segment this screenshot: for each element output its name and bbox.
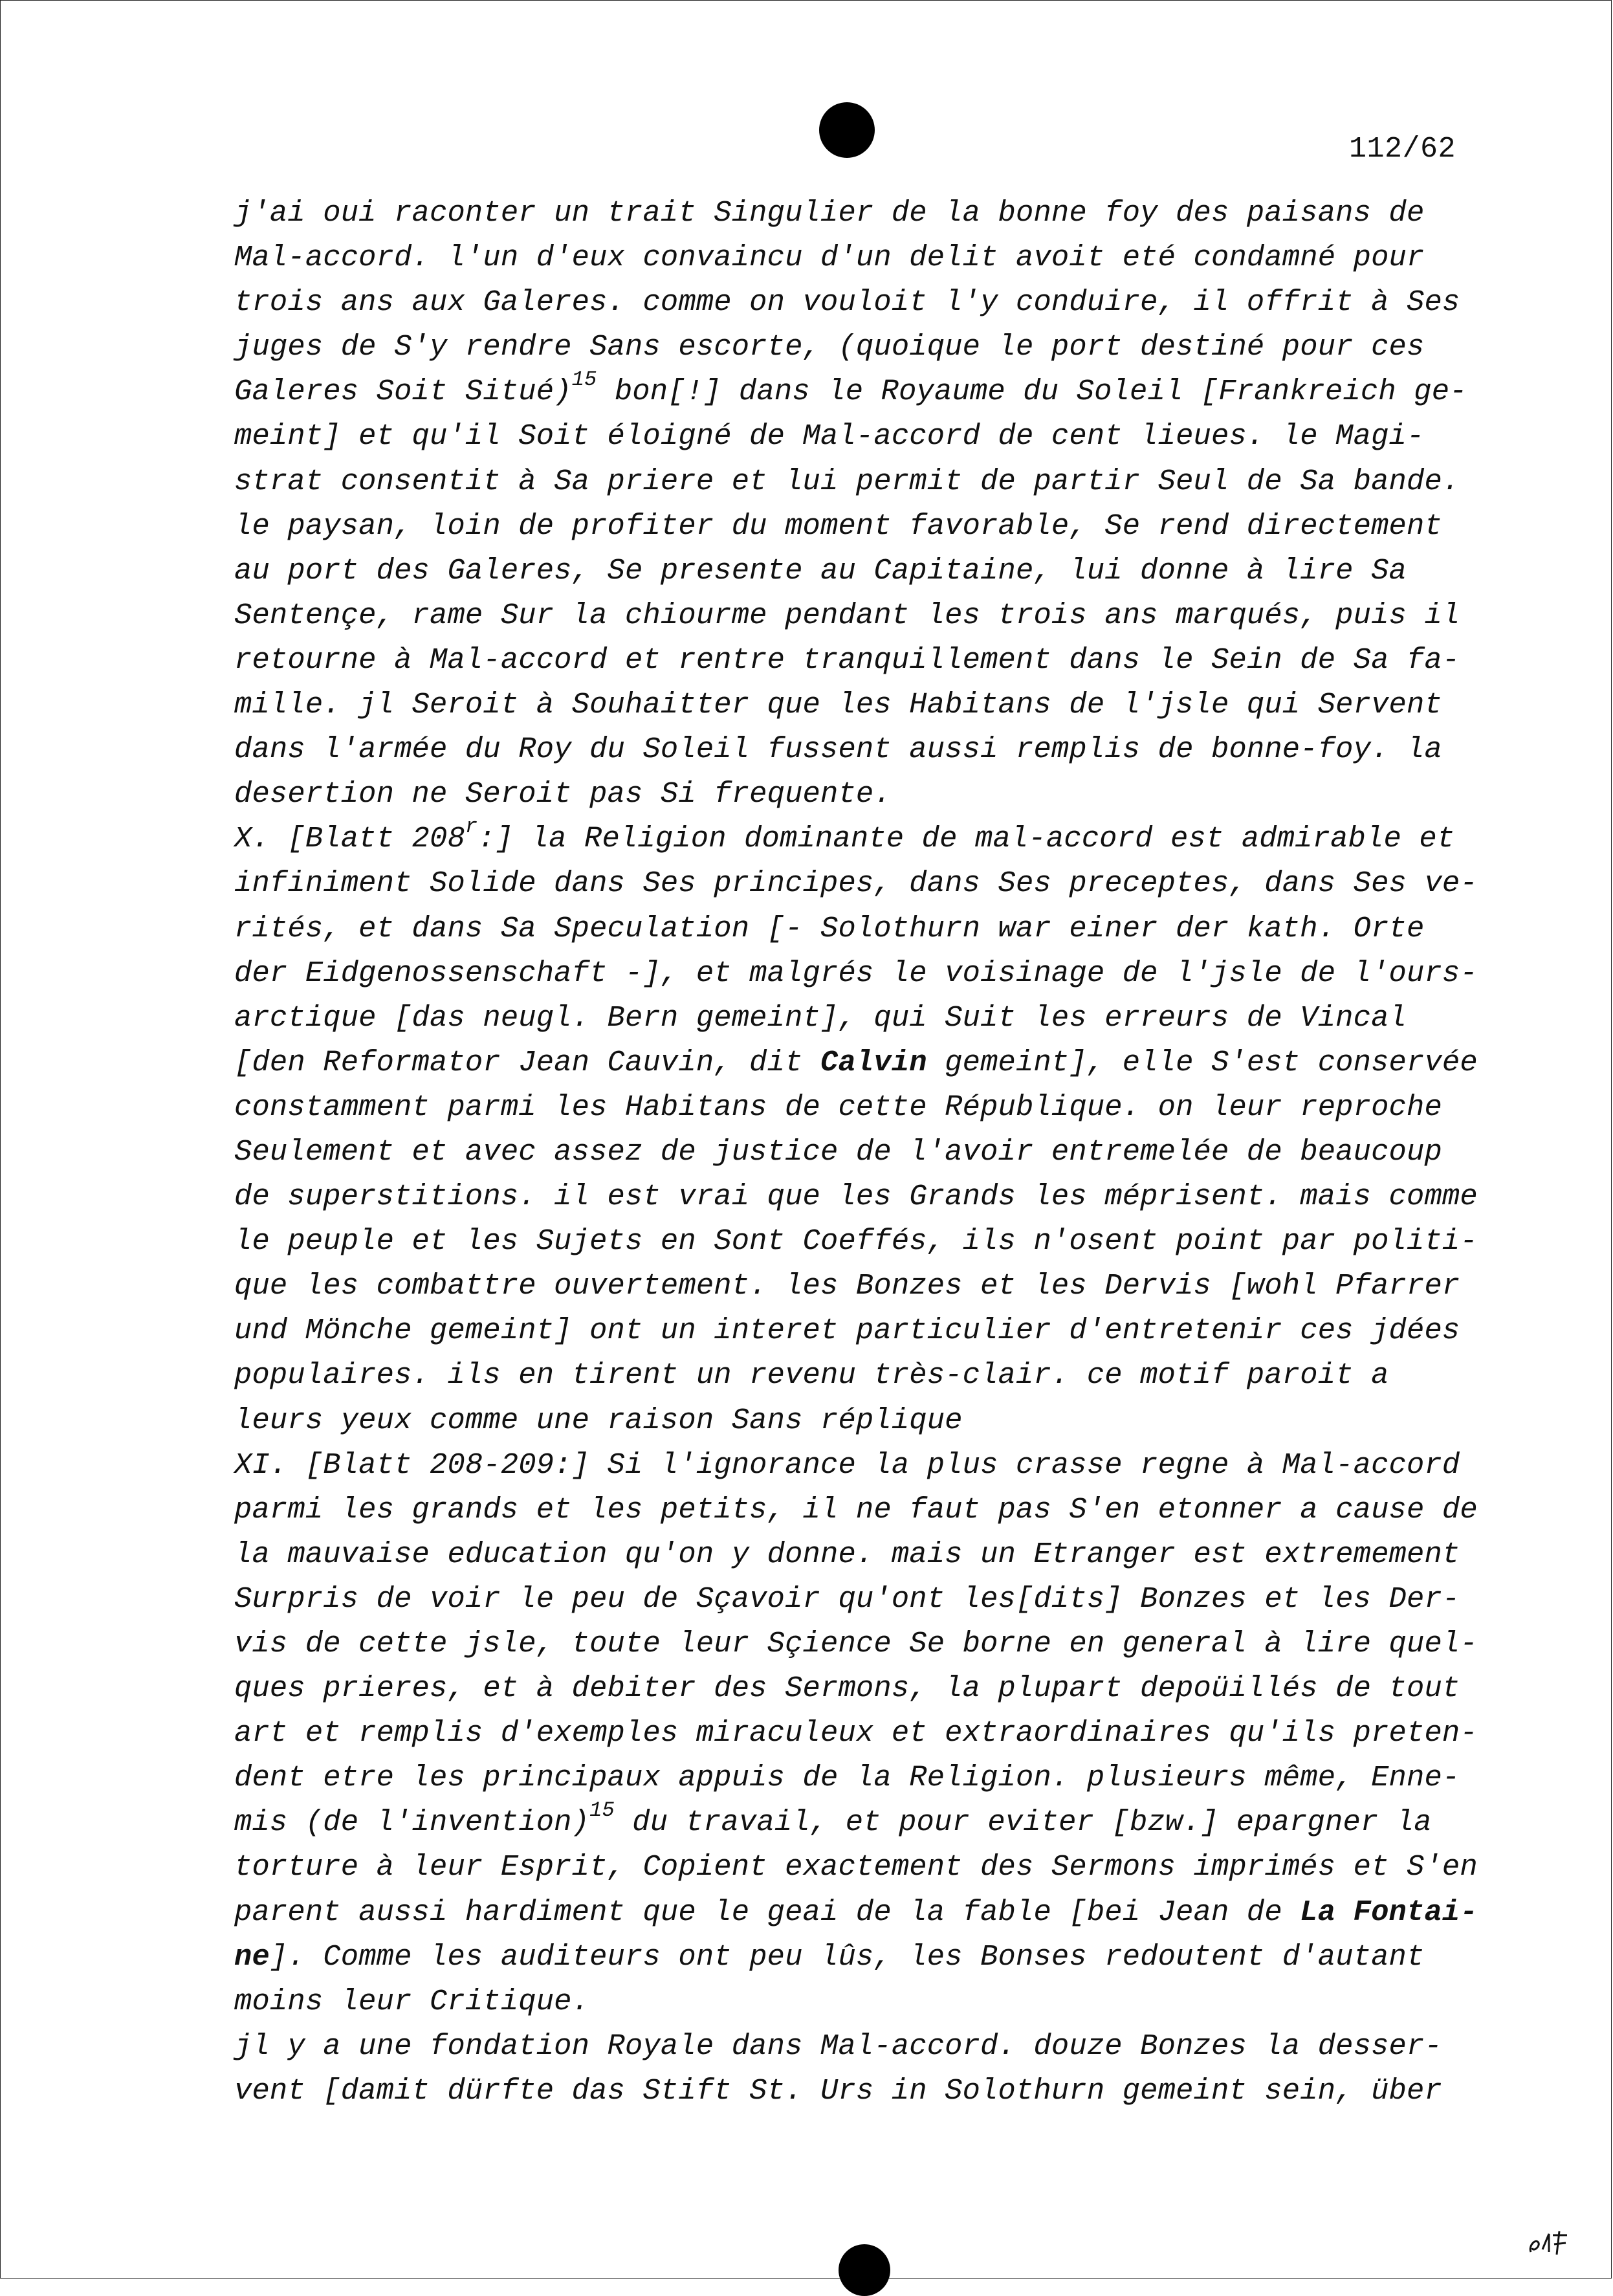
- text-segment: parent aussi hardiment que le geai de la fable [bei Jean de: [234, 1895, 1300, 1929]
- text-line: jl y a une fondation Royale dans Mal-accord. douze Bonzes la desser-: [234, 2029, 1442, 2063]
- text-line: dans l'armée du Roy du Soleil fussent aussi remplis de bonne-foy. la: [234, 733, 1442, 767]
- text-segment: bon[!] dans le Royaume du Soleil [Frankreich ge-: [597, 375, 1467, 409]
- page-number: 112/62: [1349, 133, 1456, 166]
- text-line: Sentençe, rame Sur la chiourme pendant les trois ans marqués, puis il: [234, 598, 1460, 632]
- text-line: le paysan, loin de profiter du moment favorable, Se rend directement: [234, 509, 1442, 543]
- text-line: vent [damit dürfte das Stift St. Urs in Solothurn gemeint sein, über: [234, 2073, 1442, 2108]
- text-line: parmi les grands et les petits, il ne faut pas S'en etonner a cause de: [234, 1492, 1478, 1527]
- text-line: juges de S'y rendre Sans escorte, (quoique le port destiné pour ces: [234, 330, 1425, 364]
- bold-name: La Fontai-: [1300, 1895, 1478, 1929]
- text-segment: du travail, et pour eviter [bzw.] epargner la: [614, 1805, 1432, 1840]
- handwritten-page-mark: [1527, 2226, 1572, 2258]
- text-line: au port des Galeres, Se presente au Capitaine, lui donne à lire Sa: [234, 553, 1407, 588]
- text-line: Seulement et avec assez de justice de l'avoir entremelée de beaucoup: [234, 1134, 1442, 1169]
- text-segment: Galeres Soit Situé): [234, 375, 572, 409]
- document-body: [234, 191, 1478, 2114]
- text-line: strat consentit à Sa priere et lui permit de partir Seul de Sa bande.: [234, 464, 1460, 498]
- text-line: [234, 1890, 1478, 1935]
- text-segment: gemeint], elle S'est conservée: [927, 1045, 1478, 1079]
- text-line: und Mönche gemeint] ont un interet particulier d'entretenir ces jdées: [234, 1314, 1460, 1348]
- text-line: [234, 1935, 1470, 1980]
- bold-name: Calvin: [820, 1045, 927, 1079]
- text-segment: X. [Blatt 208: [234, 822, 465, 856]
- text-line: infiniment Solide dans Ses principes, dans Ses preceptes, dans Ses ve-: [234, 867, 1478, 901]
- text-line: art et remplis d'exemples miraculeux et extraordinaires qu'ils preten-: [234, 1716, 1478, 1750]
- text-line: que les combattre ouvertement. les Bonzes et les Dervis [wohl Pfarrer: [234, 1269, 1460, 1303]
- text-line: Mal-accord. l'un d'eux convaincu d'un delit avoit eté condamné pour: [234, 241, 1425, 275]
- punch-hole-bottom: [839, 2244, 890, 2296]
- text-line: Surpris de voir le peu de Sçavoir qu'ont les[dits] Bonzes et les Der-: [234, 1582, 1460, 1616]
- text-line: ques prieres, et à debiter des Sermons, la plupart depoüillés de tout: [234, 1672, 1460, 1706]
- footnote-marker: r: [465, 815, 478, 839]
- text-line: [234, 370, 1470, 414]
- text-line: retourne à Mal-accord et rentre tranquillement dans le Sein de Sa fa-: [234, 643, 1460, 677]
- text-line: le peuple et les Sujets en Sont Coeffés, ils n'osent point par politi-: [234, 1224, 1478, 1259]
- text-line: mille. jl Seroit à Souhaitter que les Habitans de l'jsle qui Servent: [234, 688, 1442, 722]
- text-line: trois ans aux Galeres. comme on vouloit l'y conduire, il offrit à Ses: [234, 285, 1460, 320]
- text-line: der Eidgenossenschaft -], et malgrés le voisinage de l'jsle de l'ours-: [234, 956, 1478, 990]
- text-segment: [den Reformator Jean Cauvin, dit: [234, 1045, 820, 1079]
- text-line: desertion ne Seroit pas Si frequente.: [234, 777, 892, 811]
- text-line: de superstitions. il est vrai que les Grands les méprisent. mais comme: [234, 1180, 1478, 1214]
- text-line: dent etre les principaux appuis de la Religion. plusieurs même, Enne-: [234, 1761, 1460, 1795]
- text-line: [234, 817, 1470, 861]
- bold-name: ne: [234, 1939, 270, 1974]
- text-line: moins leur Critique.: [234, 1984, 590, 2018]
- text-line: constamment parmi les Habitans de cette République. on leur reproche: [234, 1090, 1442, 1124]
- text-line: j'ai oui raconter un trait Singulier de la bonne foy des paisans de: [234, 196, 1425, 230]
- text-segment: ]. Comme les auditeurs ont peu lûs, les Bonses redoutent d'autant: [269, 1939, 1425, 1974]
- text-line: populaires. ils en tirent un revenu très-clair. ce motif paroit a: [234, 1358, 1389, 1393]
- text-segment: :] la Religion dominante de mal-accord est admirable et: [477, 822, 1455, 856]
- text-line: vis de cette jsle, toute leur Sçience Se borne en general à lire quel-: [234, 1627, 1478, 1661]
- text-segment: mis (de l'invention): [234, 1805, 590, 1840]
- text-line: arctique [das neugl. Bern gemeint], qui Suit les erreurs de Vincal: [234, 1000, 1407, 1035]
- text-line: rités, et dans Sa Speculation [- Solothurn war einer der kath. Orte: [234, 911, 1425, 945]
- text-line: torture à leur Esprit, Copient exactement des Sermons imprimés et S'en: [234, 1850, 1478, 1884]
- text-line: [234, 1800, 1470, 1845]
- text-line: leurs yeux comme une raison Sans réplique: [234, 1403, 963, 1437]
- text-line: XI. [Blatt 208-209:] Si l'ignorance la plus crasse regne à Mal-accord: [234, 1448, 1460, 1482]
- footnote-marker: 15: [589, 1798, 615, 1823]
- text-line: la mauvaise education qu'on y donne. mais un Etranger est extremement: [234, 1537, 1460, 1571]
- text-line: meint] et qu'il Soit éloigné de Mal-accord de cent lieues. le Magi-: [234, 419, 1425, 454]
- punch-hole-top: [819, 102, 875, 158]
- footnote-marker: 15: [571, 368, 597, 392]
- text-line: [234, 1041, 1478, 1085]
